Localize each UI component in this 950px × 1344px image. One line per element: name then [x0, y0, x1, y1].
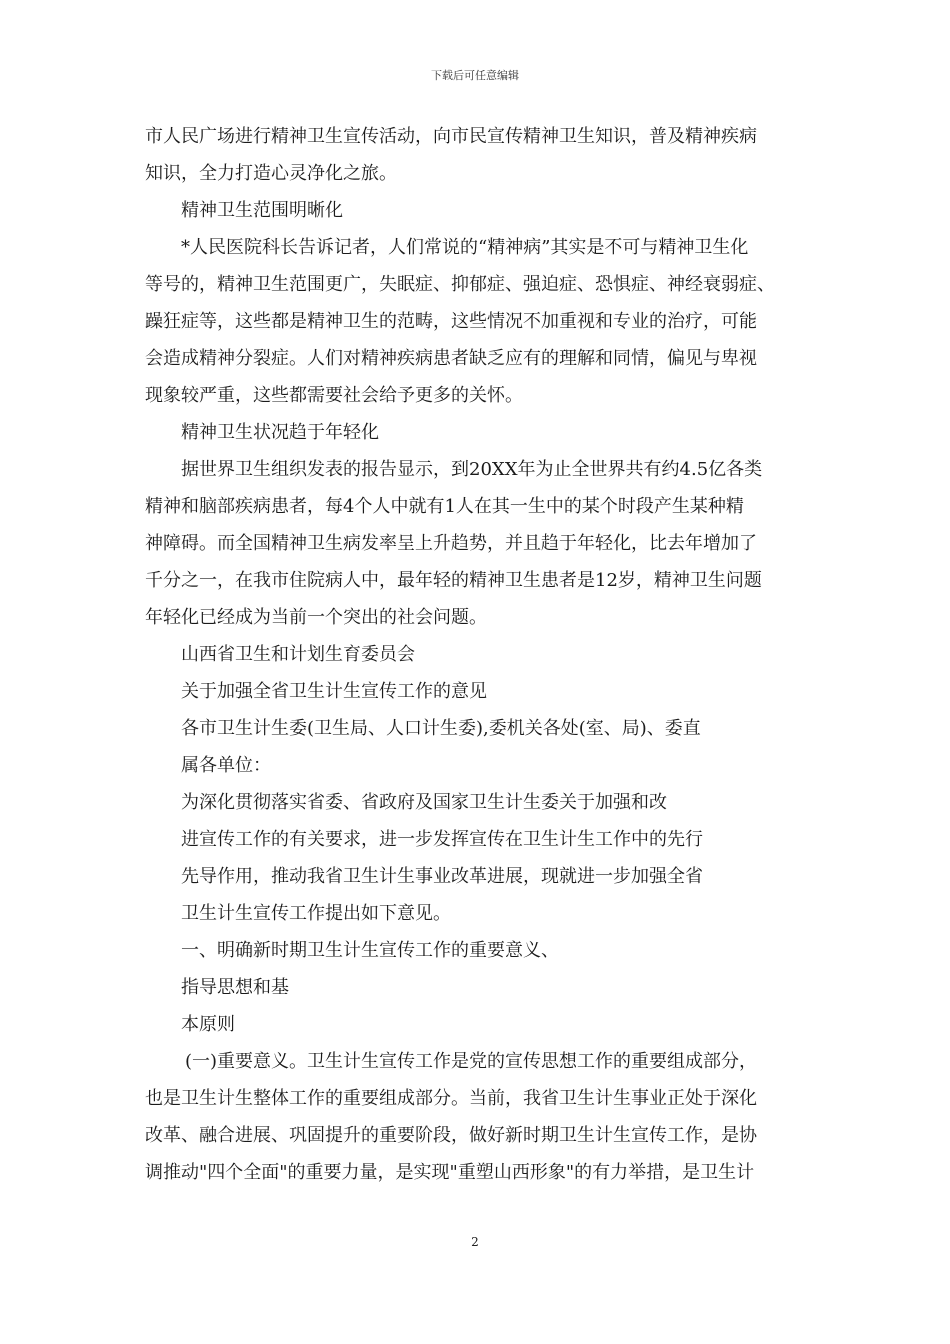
section-heading: 精神卫生状况趋于年轻化 [181, 422, 379, 443]
text-line: 等号的，精神卫生范围更广，失眠症、抑郁症、强迫症、恐惧症、神经衰弱症、 [145, 274, 775, 295]
text-line: 知识，全力打造心灵净化之旅。 [145, 163, 397, 184]
text-line: 进宣传工作的有关要求，进一步发挥宣传在卫生计生工作中的先行 [181, 829, 703, 850]
text-line: (一)重要意义。卫生计生宣传工作是党的宣传思想工作的重要组成部分， [185, 1051, 758, 1072]
text-line: 年轻化已经成为当前一个突出的社会问题。 [145, 607, 487, 628]
page-header: 下载后可任意编辑 [431, 69, 519, 82]
issuer-name: 山西省卫生和计划生育委员会 [181, 644, 415, 665]
section-heading: 本原则 [181, 1014, 235, 1035]
text-line: 卫生计生宣传工作提出如下意见。 [181, 903, 451, 924]
text-line: 调推动"四个全面"的重要力量，是实现"重塑山西形象"的有力举措，是卫生计 [145, 1162, 755, 1183]
text-line: 躁狂症等，这些都是精神卫生的范畴，这些情况不加重视和专业的治疗，可能 [145, 311, 757, 332]
addressee-line: 各市卫生计生委(卫生局、人口计生委),委机关各处(室、局)、委直 [181, 718, 701, 739]
document-title: 关于加强全省卫生计生宣传工作的意见 [181, 681, 487, 702]
page-number: 2 [471, 1235, 479, 1249]
text-line: 会造成精神分裂症。人们对精神疾病患者缺乏应有的理解和同情，偏见与卑视 [145, 348, 757, 369]
addressee-line: 属各单位： [181, 755, 271, 776]
text-line: 也是卫生计生整体工作的重要组成部分。当前，我省卫生计生事业正处于深化 [145, 1088, 757, 1109]
text-line: 先导作用，推动我省卫生计生事业改革进展，现就进一步加强全省 [181, 866, 703, 887]
text-line: 现象较严重，这些都需要社会给予更多的关怀。 [145, 385, 523, 406]
text-line: 为深化贯彻落实省委、省政府及国家卫生计生委关于加强和改 [181, 792, 667, 813]
text-line: 千分之一，在我市住院病人中，最年轻的精神卫生患者是12岁，精神卫生问题 [145, 570, 762, 591]
text-line: 据世界卫生组织发表的报告显示，到20XX年为止全世界共有约4.5亿各类 [181, 459, 763, 480]
text-line: 神障碍。而全国精神卫生病发率呈上升趋势，并且趋于年轻化，比去年增加了 [145, 533, 757, 554]
document-body [145, 118, 825, 1191]
section-heading: 一、明确新时期卫生计生宣传工作的重要意义、 [181, 940, 559, 961]
text-line: 改革、融合进展、巩固提升的重要阶段，做好新时期卫生计生宣传工作，是协 [145, 1125, 757, 1146]
text-line: *人民医院科长告诉记者，人们常说的“精神病”其实是不可与精神卫生化 [181, 237, 749, 258]
text-line: 精神和脑部疾病患者，每4个人中就有1人在其一生中的某个时段产生某种精 [145, 496, 744, 517]
text-line: 市人民广场进行精神卫生宣传活动，向市民宣传精神卫生知识，普及精神疾病 [145, 126, 757, 147]
section-heading: 精神卫生范围明晰化 [181, 200, 343, 221]
section-heading: 指导思想和基 [181, 977, 289, 998]
